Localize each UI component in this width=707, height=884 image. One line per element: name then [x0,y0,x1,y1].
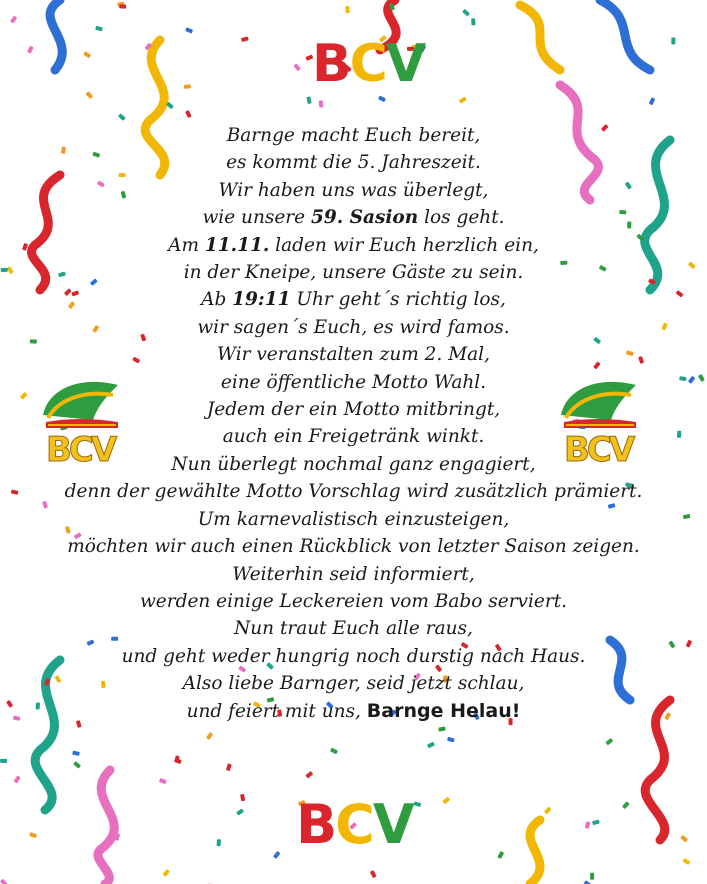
confetti-piece [683,514,691,519]
bcv-logo-bottom: BCV [296,793,413,856]
poem-text: auch ein Freigetränk winkt. [222,426,485,448]
confetti-piece [676,290,684,297]
poem-line [40,451,667,478]
confetti-piece [677,431,681,438]
poem-line [40,149,667,176]
confetti-piece [447,737,455,743]
poem-text: Also liebe Barnger, seid jetzt schlau, [182,673,525,695]
poem-text: Wir veranstalten zum 2. Mal, [217,344,490,366]
confetti-piece [680,835,688,843]
poem-text: Uhr geht´s richtig los, [290,289,506,311]
bcv-fool-cap-logo-left: BCV [38,370,128,470]
confetti-piece [0,879,8,884]
confetti-piece [305,771,313,779]
confetti-piece [427,742,435,749]
confetti-piece [14,775,21,783]
poem-text: möchten wir auch einen Rückblick von letzter Saison zeigen. [67,536,640,558]
confetti-piece [459,97,467,104]
poem-line [40,423,667,450]
confetti-piece [497,851,504,859]
poem-text: laden wir Euch herzlich ein, [269,234,539,256]
confetti-piece [236,808,244,815]
confetti-piece [585,821,591,829]
confetti-piece [686,640,693,648]
confetti-piece [688,261,696,269]
poem-text: Jedem der ein Motto mitbringt, [206,399,501,421]
poem-line [40,314,667,341]
confetti-piece [240,794,245,802]
confetti-piece [592,819,600,825]
confetti-piece [10,16,17,24]
poem-text: Weiterhin seid informiert, [232,563,475,585]
poem-line [40,286,667,313]
confetti-piece [1,268,8,272]
confetti-piece [206,732,213,740]
poem-text: los geht. [418,207,505,229]
poem-text: und feiert mit uns, [186,700,367,722]
confetti-piece [22,243,28,251]
poem-line [40,396,667,423]
confetti-piece [590,873,594,880]
confetti-piece [622,801,630,809]
confetti-piece [378,96,386,103]
poem-text: eine öffentliche Motto Wahl. [220,371,487,393]
confetti-piece [185,27,193,33]
confetti-piece [688,376,695,384]
poem-line [40,670,667,697]
confetti-piece [682,858,690,865]
poem-text: in der Kneipe, unsere Gäste zu sein. [183,262,524,284]
poem-line [40,232,667,259]
confetti-piece [319,100,324,107]
confetti-piece [345,6,349,13]
confetti-piece [6,700,13,708]
confetti-piece [29,832,37,838]
confetti-piece [30,339,37,343]
poem-text: Barnge macht Euch bereit, [226,125,481,146]
confetti-piece [226,763,232,771]
streamer-pink-bottomleft [98,770,114,884]
poem-text: Am [168,234,205,256]
confetti-piece [119,4,126,8]
poem-highlight: 59. Sasion [310,207,419,229]
streamer-yellow-bottom [530,820,540,884]
poem-text: Wir haben uns was überlegt, [218,179,489,201]
poem-text: Ab [201,289,233,311]
confetti-piece [217,839,221,846]
confetti-piece [442,797,450,805]
poem-text: wir sagen´s Euch, es wird famos. [197,316,510,338]
confetti-piece [438,726,446,731]
poem-line [40,588,667,615]
confetti-piece [668,640,675,648]
confetti-piece [83,51,91,58]
bcv-fool-cap-logo-right: BCV [556,370,646,470]
confetti-piece [306,96,311,104]
poem-line [40,369,667,396]
bcv-logo-top: BCV [312,34,425,94]
poem-line [40,259,667,286]
confetti-piece [159,778,167,784]
confetti-piece [162,869,170,877]
confetti-piece [73,761,81,769]
confetti-piece [544,806,552,814]
poem-line [40,204,667,231]
poem-highlight: 11.11. [204,234,270,256]
confetti-piece [649,97,656,105]
confetti-piece [698,374,705,382]
confetti-piece [184,84,191,89]
confetti-piece [241,36,249,42]
poem-highlight: 19:11 [232,289,291,311]
streamer-yellow-topright [520,5,560,70]
poem-line [40,698,667,725]
poem-line [40,177,667,204]
confetti-piece [293,63,301,71]
confetti-piece [471,18,475,25]
poem-line [40,478,667,505]
confetti-piece [0,759,7,763]
confetti-piece [11,490,19,495]
confetti-piece [85,91,93,99]
confetti-piece [273,851,280,859]
confetti-piece [72,751,80,756]
poem-text: Um karnevalistisch einzusteigen, [197,508,510,530]
confetti-piece [13,716,21,721]
poem-text: wie unsere [202,207,311,229]
poem-finale: Barnge Helau! [366,699,521,722]
confetti-piece [370,870,377,878]
confetti-piece [462,9,470,17]
confetti-piece [605,738,613,745]
confetti-piece [679,376,687,381]
confetti-piece [20,392,28,400]
confetti-piece [27,46,34,54]
streamer-blue [50,0,62,70]
poem-text: und geht weder hungrig noch durstig nach Haus. [121,645,586,667]
poem-text: Nun überlegt nochmal ganz engagiert, [171,453,536,475]
poem-line [40,643,667,670]
poem-line [40,561,667,588]
confetti-piece [185,110,192,118]
poem-line [40,341,667,368]
confetti-piece [583,880,591,884]
poem-line [40,615,667,642]
streamer-blue-topright [600,0,650,70]
confetti-piece [330,748,338,755]
confetti-piece [118,113,126,121]
confetti-piece [671,37,675,44]
poem-text: Nun traut Euch alle raus, [234,618,473,640]
invitation-poem [40,122,667,725]
poem-text: denn der gewählte Motto Vorschlag wird zusätzlich prämiert. [64,481,643,503]
poem-line [40,533,667,560]
poem-text: es kommt die 5. Jahreszeit. [226,152,481,174]
poem-line [40,122,667,149]
poem-line [40,506,667,533]
poem-text: werden einige Leckereien vom Babo serviert. [139,590,568,612]
confetti-piece [413,801,421,807]
confetti-piece [95,26,103,32]
